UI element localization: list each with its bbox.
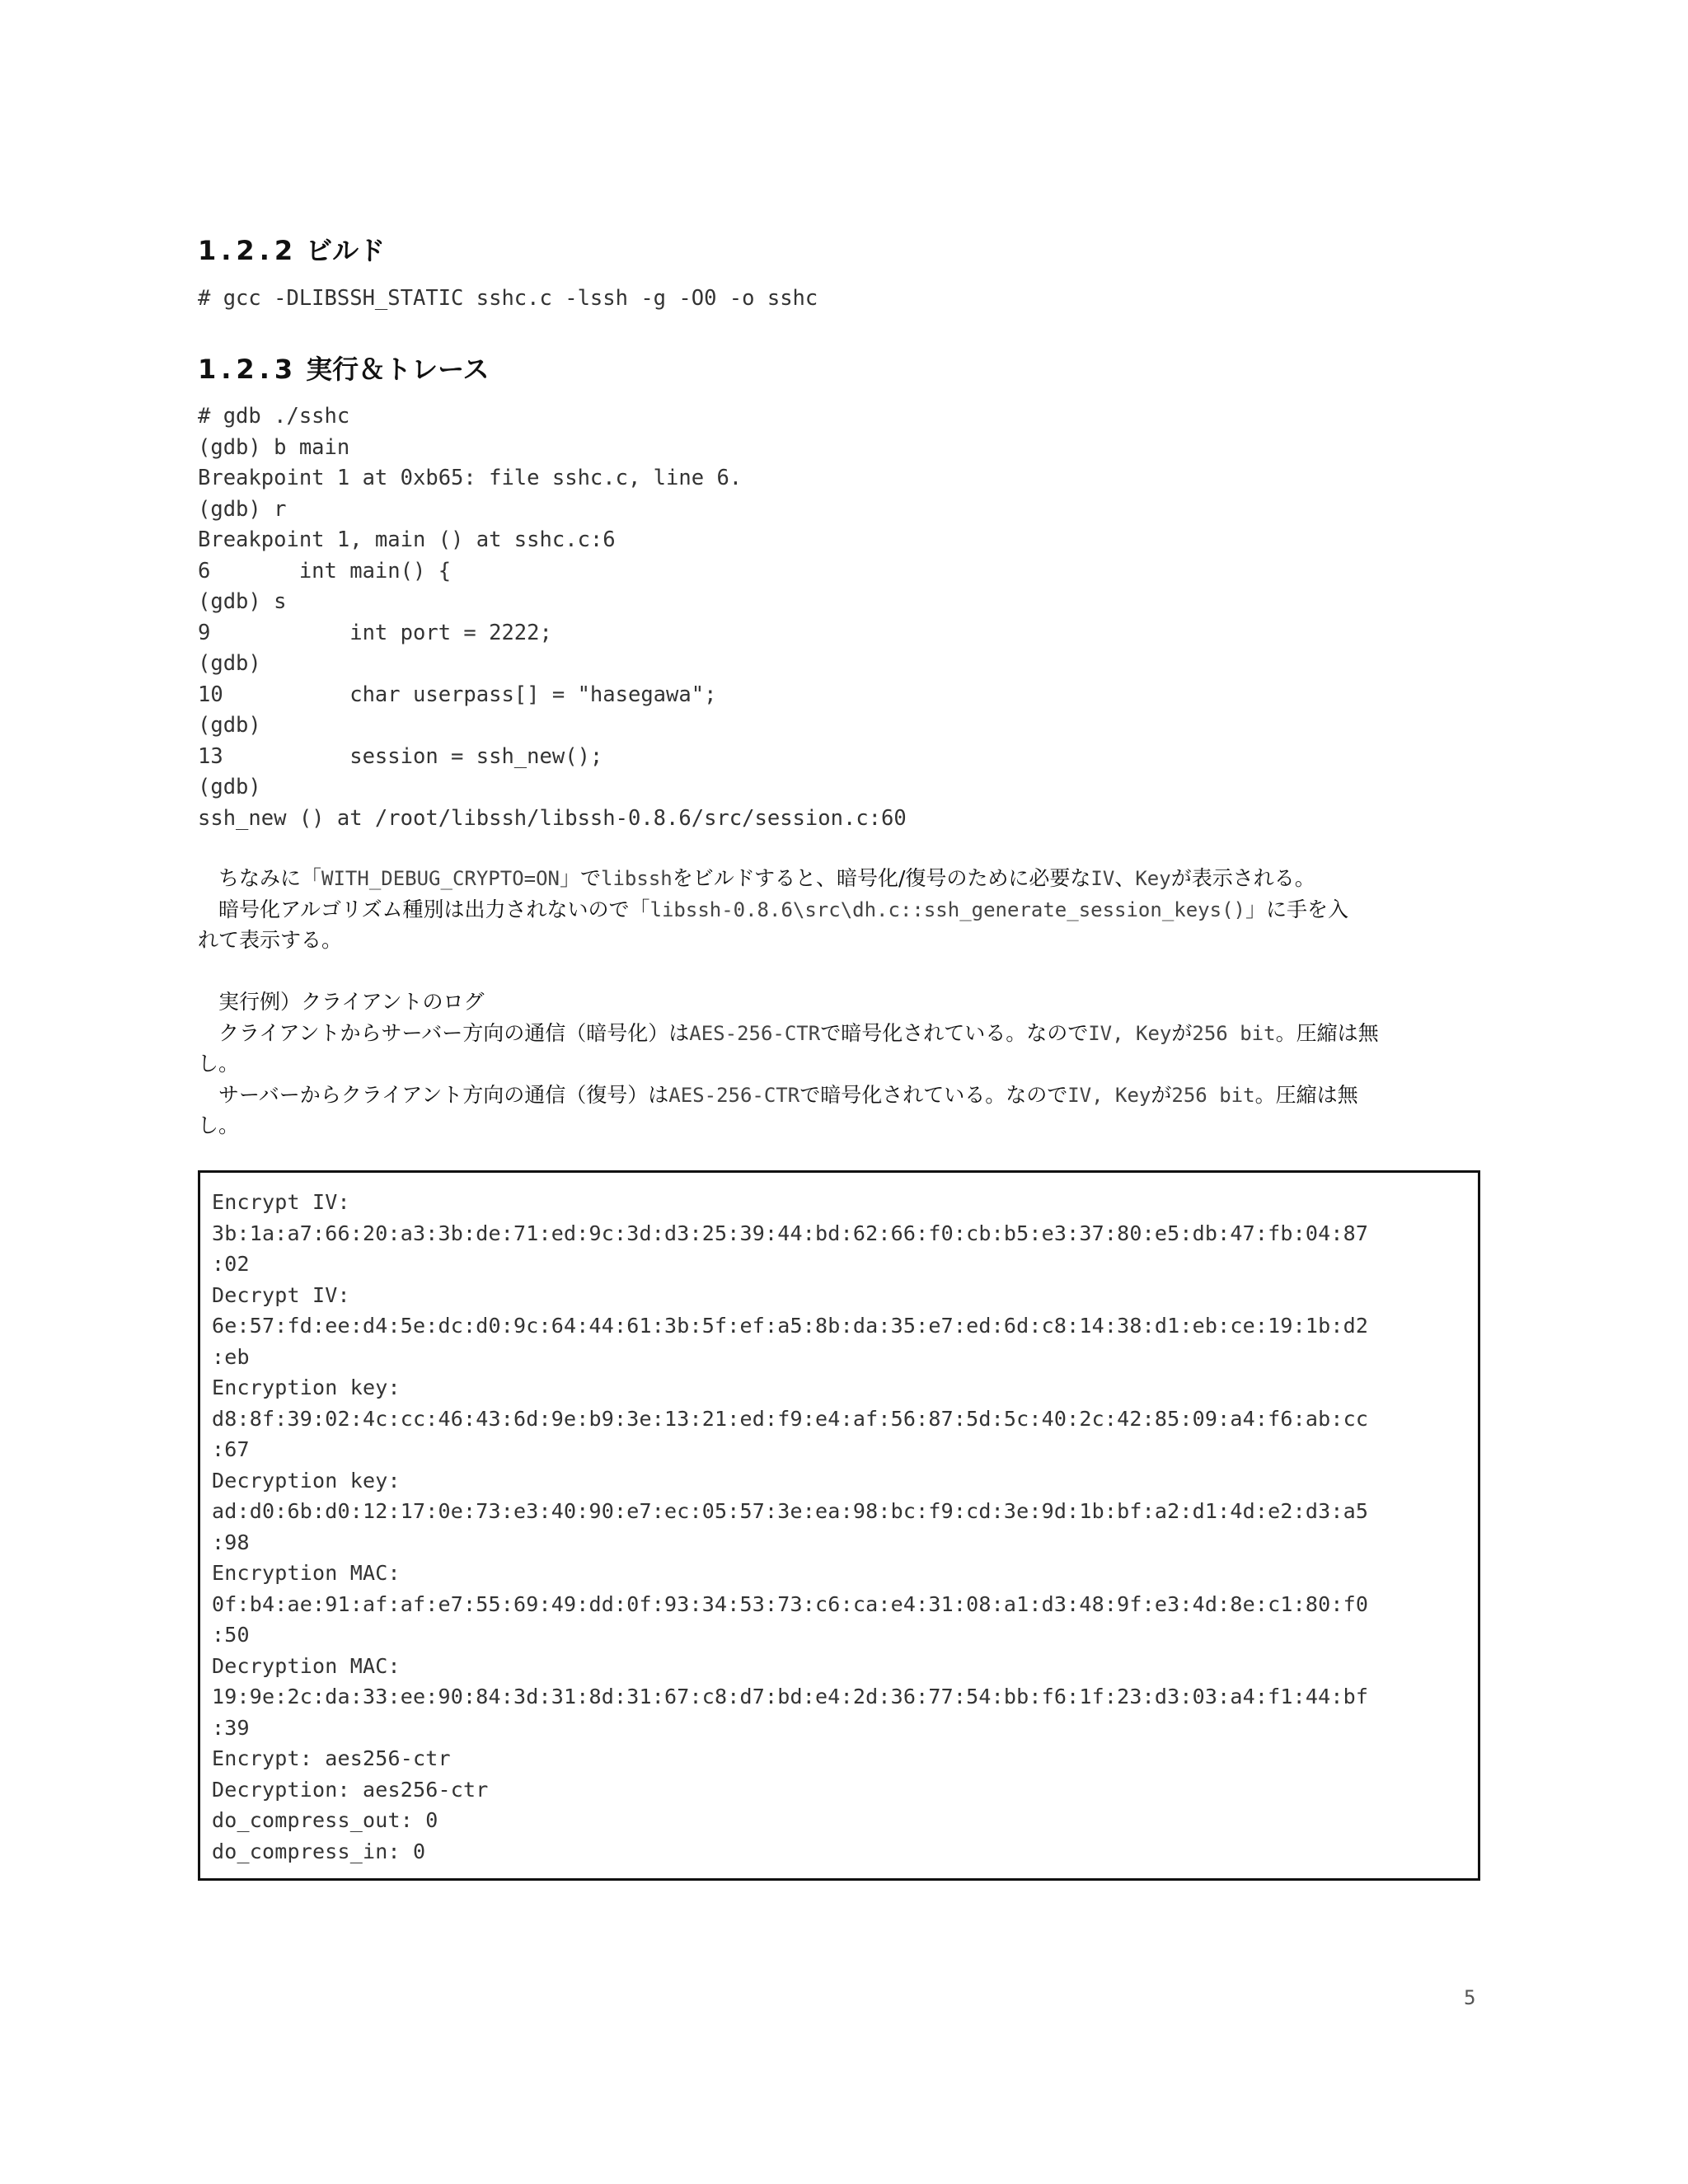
section-heading-1-2-2	[198, 234, 385, 267]
log-line: :98	[212, 1530, 250, 1554]
gdb-line: ssh_new () at /root/libssh/libssh-0.8.6/src/session.c:60	[198, 805, 907, 831]
log-line: do_compress_in: 0	[212, 1839, 426, 1863]
log-line: :39	[212, 1715, 250, 1740]
inline-code: AES-256-CTR	[668, 1083, 800, 1107]
inline-code: IV, Key	[1088, 1021, 1172, 1045]
gdb-line: Breakpoint 1, main () at sshc.c:6	[198, 527, 616, 552]
gdb-line: (gdb)	[198, 775, 261, 799]
note-paragraph-example	[198, 987, 1484, 1141]
gdb-line: # gdb ./sshc	[198, 404, 350, 429]
note-text: で暗号化されている。なので	[820, 1020, 1089, 1045]
gdb-line: (gdb) b main	[198, 434, 350, 460]
note-paragraph-crypto-debug	[198, 863, 1484, 956]
note-line	[198, 925, 1484, 956]
note-text: サーバーからクライアント方向の通信（復号）は	[198, 1082, 669, 1107]
log-line: :50	[212, 1623, 250, 1647]
note-text: 。圧縮は無	[1275, 1020, 1379, 1045]
note-line	[198, 894, 1484, 926]
gdb-line: Breakpoint 1 at 0xb65: file sshc.c, line 6.	[198, 466, 743, 490]
gdb-line: (gdb)	[198, 713, 261, 738]
note-text: が	[1151, 1082, 1172, 1107]
build-command: # gcc -DLIBSSH_STATIC sshc.c -lssh -g -O0 -o sshc	[198, 286, 818, 311]
inline-code: WITH_DEBUG_CRYPTO=ON	[321, 867, 560, 890]
gdb-line: (gdb) s	[198, 589, 287, 614]
note-line: し。	[198, 1052, 240, 1076]
log-line: 6e:57:fd:ee:d4:5e:dc:d0:9c:64:44:61:3b:5f:ef:a5:8b:da:35:e7:ed:6d:c8:14:38:d1:eb:ce:19:1b:d2	[212, 1314, 1369, 1338]
log-line: Encryption key:	[212, 1376, 401, 1399]
log-line: :67	[212, 1437, 250, 1461]
log-line: Encryption MAC:	[212, 1561, 401, 1585]
section-number: 1.2.2	[198, 235, 298, 266]
note-line	[198, 863, 1484, 894]
log-line: 0f:b4:ae:91:af:af:e7:55:69:49:dd:0f:93:34:53:73:c6:ca:e4:31:08:a1:d3:48:9f:e3:4d:8e:c1:80:f0	[212, 1591, 1369, 1616]
crypto-log-text	[212, 1187, 1368, 1867]
inline-code: libssh	[601, 867, 673, 890]
inline-code: libssh-0.8.6\src\dh.c::ssh_generate_session_keys()	[649, 898, 1245, 921]
note-text: をビルドすると、暗号化/復号のために必要な	[672, 866, 1091, 890]
example-heading: 実行例）クライアントのログ	[198, 990, 485, 1014]
note-line	[198, 1080, 1484, 1111]
inline-code: Key	[1135, 867, 1171, 890]
note-text: 」に手を入	[1245, 897, 1348, 921]
log-line: :eb	[212, 1344, 250, 1369]
section-heading-1-2-3	[198, 353, 490, 386]
inline-code: IV	[1090, 867, 1115, 890]
gdb-line: (gdb)	[198, 651, 261, 676]
log-line: do_compress_out: 0	[212, 1808, 438, 1832]
gdb-line: 13 session = ssh_new();	[198, 743, 603, 769]
log-line: Decryption MAC:	[212, 1653, 401, 1678]
gdb-transcript	[198, 401, 907, 834]
section-number: 1.2.3	[198, 354, 298, 385]
note-line	[198, 1018, 1484, 1049]
gdb-line: 6 int main() {	[198, 558, 452, 583]
note-text: 」で	[560, 866, 602, 890]
log-line: Decryption key:	[212, 1468, 401, 1493]
log-line: d8:8f:39:02:4c:cc:46:43:6d:9e:b9:3e:13:21:ed:f9:e4:af:56:87:5d:5c:40:2c:42:85:09:a4:f6:ab:cc	[212, 1406, 1369, 1431]
note-text: 暗号化アルゴリズム種別は出力されないので「	[198, 897, 650, 921]
inline-code: 256 bit	[1192, 1021, 1276, 1045]
note-text: クライアントからサーバー方向の通信（暗号化）は	[198, 1020, 690, 1045]
inline-code: 256 bit	[1171, 1083, 1255, 1107]
page-number: 5	[1464, 1986, 1476, 2009]
note-text: 、	[1114, 866, 1136, 890]
note-text: で暗号化されている。なので	[799, 1082, 1068, 1107]
gdb-line: 9 int port = 2222;	[198, 620, 552, 645]
inline-code: AES-256-CTR	[689, 1021, 821, 1045]
log-line: Decryption: aes256-ctr	[212, 1777, 489, 1802]
log-line: :02	[212, 1252, 250, 1276]
log-line: 3b:1a:a7:66:20:a3:3b:de:71:ed:9c:3d:d3:25:39:44:bd:62:66:f0:cb:b5:e3:37:80:e5:db:47:fb:04:87	[212, 1221, 1369, 1245]
inline-code: IV, Key	[1067, 1083, 1151, 1107]
note-text: 。圧縮は無	[1254, 1082, 1358, 1107]
log-line: 19:9e:2c:da:33:ee:90:84:3d:31:8d:31:67:c8:d7:bd:e4:2d:36:77:54:bb:f6:1f:23:d3:03:a4:f1:44:bf	[212, 1685, 1369, 1708]
gdb-line: (gdb) r	[198, 496, 287, 522]
note-text: が	[1171, 1020, 1193, 1045]
log-line: ad:d0:6b:d0:12:17:0e:73:e3:40:90:e7:ec:05:57:3e:ea:98:bc:f9:cd:3e:9d:1b:bf:a2:d1:4d:e2:d3:a5	[212, 1499, 1369, 1523]
log-line: Encrypt: aes256-ctr	[212, 1746, 451, 1770]
gdb-line: 10 char userpass[] = "hasegawa";	[198, 682, 717, 707]
crypto-log-box	[198, 1170, 1480, 1881]
log-line: Decrypt IV:	[212, 1282, 350, 1307]
note-line: し。	[198, 1113, 240, 1137]
note-text: ちなみに「	[198, 866, 322, 890]
log-line: Encrypt IV:	[212, 1190, 350, 1214]
note-text: れて表示する。	[198, 928, 343, 952]
note-text: が表示される。	[1170, 866, 1315, 890]
section-title: 実行＆トレース	[306, 354, 490, 385]
section-title: ビルド	[306, 235, 386, 266]
